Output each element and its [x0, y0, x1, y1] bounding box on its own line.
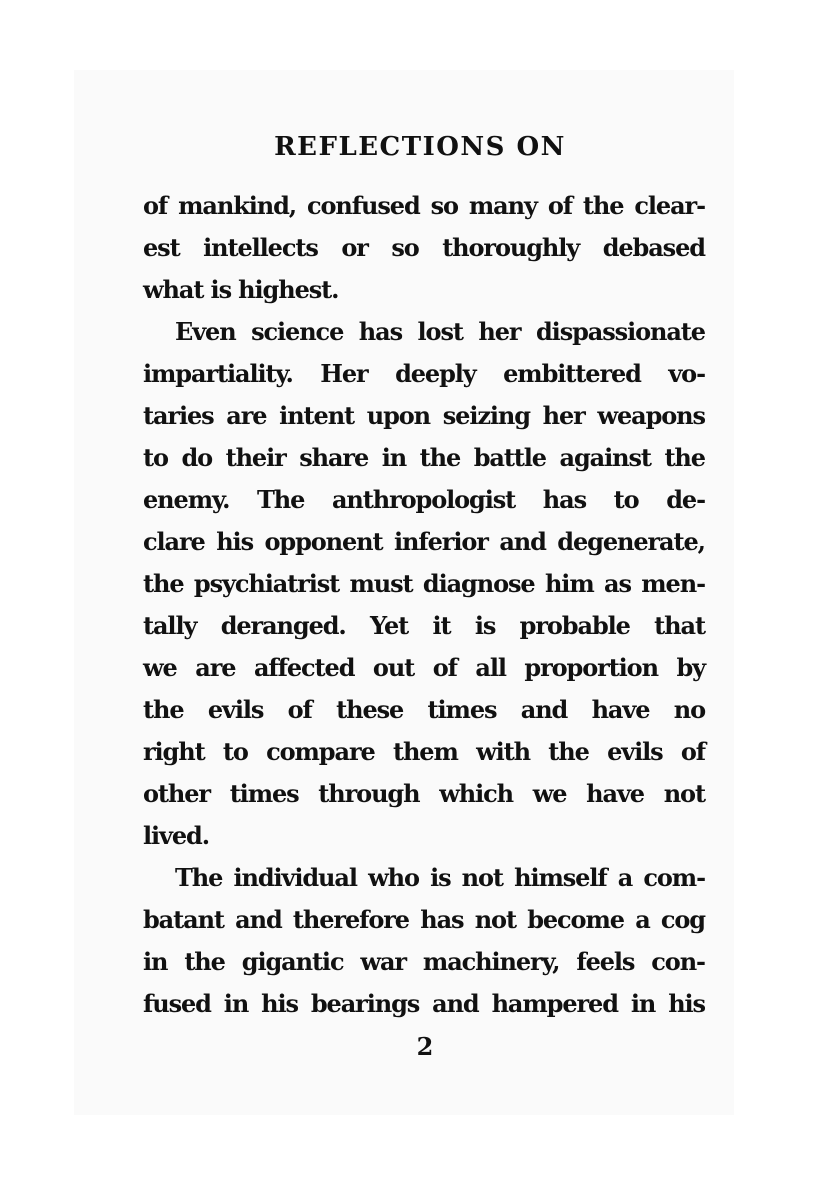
word: so: [430, 191, 458, 220]
word: and: [520, 695, 568, 724]
word: battle: [473, 443, 546, 472]
word: and: [235, 905, 282, 934]
word: intellects: [203, 233, 318, 262]
word: clear-: [634, 191, 705, 220]
text-line: [143, 353, 705, 395]
word: de-: [666, 485, 705, 514]
word: are: [226, 401, 267, 430]
word: have: [591, 695, 650, 724]
word: must: [349, 569, 413, 598]
word: is: [210, 275, 231, 304]
word: compare: [266, 737, 375, 766]
word: lived.: [143, 821, 209, 850]
word: her: [542, 401, 585, 430]
word: anthropologist: [331, 485, 516, 514]
text-line: [143, 227, 705, 269]
word: himself: [514, 863, 607, 892]
text-line: [143, 605, 705, 647]
word: with: [476, 737, 530, 766]
word: est: [143, 233, 180, 262]
word: vo-: [668, 359, 705, 388]
body-text: [143, 185, 705, 1025]
text-line: [143, 437, 705, 479]
word: cog: [660, 905, 705, 934]
word: upon: [366, 401, 431, 430]
word: out: [372, 653, 415, 682]
page-number: 2: [416, 1032, 434, 1061]
word: his: [216, 527, 253, 556]
word: his: [261, 989, 298, 1018]
text-line: [143, 857, 705, 899]
word: of: [287, 695, 312, 724]
word: science: [251, 317, 344, 346]
word: bearings: [310, 989, 420, 1018]
text-line: [143, 311, 705, 353]
word: her: [478, 317, 521, 346]
word: opponent: [264, 527, 383, 556]
word: is: [430, 863, 451, 892]
word: evils: [207, 695, 264, 724]
word: Even: [175, 317, 236, 346]
word: hampered: [491, 989, 618, 1018]
word: the: [664, 443, 705, 472]
word: enemy.: [143, 485, 230, 514]
word: evils: [607, 737, 663, 766]
word: Yet: [370, 611, 409, 640]
word: taries: [143, 401, 214, 430]
word: not: [461, 863, 503, 892]
word: the: [419, 443, 461, 472]
word: them: [392, 737, 458, 766]
word: the: [548, 737, 589, 766]
word: has: [542, 485, 587, 514]
text-line: [143, 941, 705, 983]
word: seizing: [442, 401, 530, 430]
word: the: [143, 695, 184, 724]
word: batant: [143, 905, 224, 934]
running-head: REFLECTIONS ON: [274, 132, 566, 162]
word: times: [427, 695, 497, 724]
word: in: [630, 989, 656, 1018]
word: psychiatrist: [193, 569, 340, 598]
word: is: [474, 611, 496, 640]
word: who: [368, 863, 419, 892]
word: lost: [417, 317, 463, 346]
text-line: [143, 731, 705, 773]
word: are: [195, 653, 236, 682]
word: has: [420, 905, 464, 934]
word: so: [391, 233, 419, 262]
text-line: [143, 983, 705, 1025]
word: of: [432, 653, 457, 682]
word: clare: [143, 527, 205, 556]
word: times: [229, 779, 299, 808]
word: against: [559, 443, 651, 472]
word: become: [527, 905, 624, 934]
word: therefore: [292, 905, 409, 934]
text-line: [143, 647, 705, 689]
word: and: [499, 527, 546, 556]
word: or: [341, 233, 368, 262]
word: through: [318, 779, 420, 808]
word: share: [299, 443, 369, 472]
text-line: [143, 689, 705, 731]
word: degenerate,: [557, 527, 705, 556]
word: of: [143, 191, 168, 220]
word: inferior: [394, 527, 488, 556]
word: to: [222, 737, 248, 766]
word: which: [439, 779, 513, 808]
word: many: [468, 191, 537, 220]
word: of: [547, 191, 572, 220]
word: weapons: [597, 401, 705, 430]
text-line: [143, 395, 705, 437]
word: in: [223, 989, 249, 1018]
word: confused: [307, 191, 420, 220]
word: no: [673, 695, 705, 724]
word: deeply: [395, 359, 476, 388]
word: his: [668, 989, 705, 1018]
word: gigantic: [241, 947, 344, 976]
word: do: [181, 443, 213, 472]
word: we: [143, 653, 177, 682]
word: thoroughly: [442, 233, 580, 262]
word: him: [544, 569, 594, 598]
word: probable: [519, 611, 630, 640]
text-line: [143, 521, 705, 563]
word: and: [432, 989, 479, 1018]
word: it: [432, 611, 451, 640]
word: impartiality.: [143, 359, 293, 388]
word: as: [604, 569, 631, 598]
word: The: [175, 863, 223, 892]
word: deranged.: [220, 611, 346, 640]
word: fused: [143, 989, 211, 1018]
word: other: [143, 779, 210, 808]
word: that: [654, 611, 705, 640]
text-line: [143, 269, 705, 311]
word: debased: [602, 233, 705, 262]
word: proportion: [524, 653, 658, 682]
word: has: [358, 317, 402, 346]
word: have: [586, 779, 644, 808]
text-line: [143, 563, 705, 605]
word: tally: [143, 611, 197, 640]
word: machinery,: [422, 947, 560, 976]
word: all: [475, 653, 506, 682]
word: embittered: [503, 359, 641, 388]
word: dispassionate: [536, 317, 705, 346]
word: their: [225, 443, 286, 472]
word: mankind,: [178, 191, 297, 220]
word: the: [143, 569, 184, 598]
word: to: [143, 443, 168, 472]
word: feels: [576, 947, 635, 976]
word: a: [617, 863, 633, 892]
word: in: [381, 443, 407, 472]
text-line: [143, 479, 705, 521]
word: of: [680, 737, 705, 766]
word: a: [635, 905, 650, 934]
word: these: [336, 695, 404, 724]
word: Her: [320, 359, 368, 388]
word: not: [663, 779, 705, 808]
word: what: [143, 275, 204, 304]
word: highest.: [238, 275, 339, 304]
word: com-: [643, 863, 705, 892]
word: right: [143, 737, 205, 766]
word: The: [257, 485, 305, 514]
word: war: [360, 947, 406, 976]
text-line: [143, 815, 705, 857]
word: to: [613, 485, 639, 514]
word: the: [582, 191, 624, 220]
text-line: [143, 773, 705, 815]
word: in: [143, 947, 168, 976]
word: con-: [651, 947, 705, 976]
word: affected: [253, 653, 355, 682]
word: by: [676, 653, 705, 682]
word: not: [474, 905, 516, 934]
word: intent: [279, 401, 355, 430]
word: the: [184, 947, 225, 976]
word: diagnose: [422, 569, 535, 598]
word: men-: [641, 569, 705, 598]
text-line: [143, 185, 705, 227]
word: individual: [233, 863, 357, 892]
word: we: [532, 779, 567, 808]
text-line: [143, 899, 705, 941]
